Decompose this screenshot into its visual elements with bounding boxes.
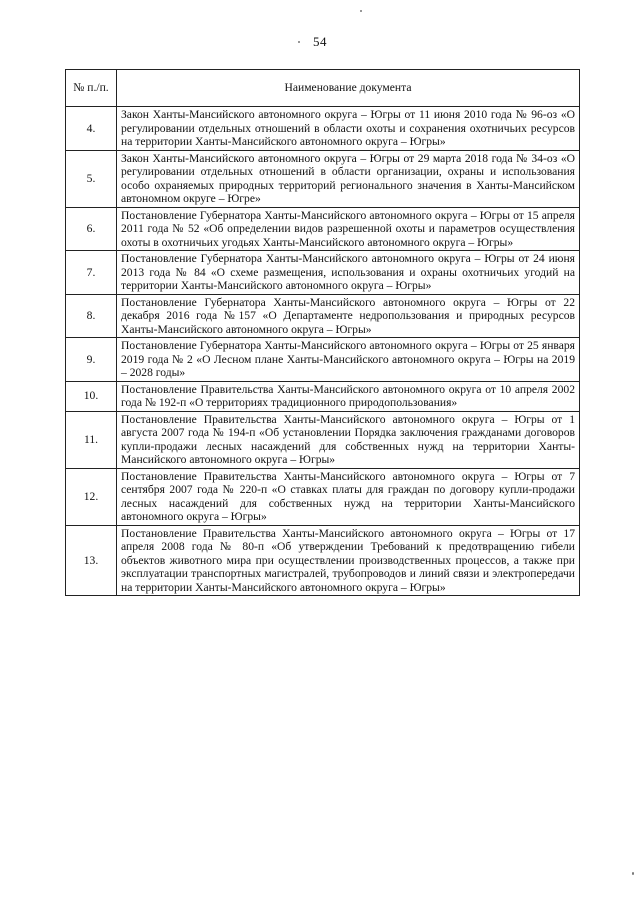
row-number: 4. [66,107,117,151]
row-number: 7. [66,251,117,295]
table-row [66,381,580,411]
table-row [66,294,580,338]
scan-speck [360,10,362,12]
row-number: 9. [66,338,117,382]
document-name: Постановление Губернатора Ханты-Мансийского автономного округа – Югры от 15 апреля 2011 года № 52 «Об определении видов разрешенной охоты и параметров осуществления охоты в охотничьих угодьях Ханты-Мансийского автономного округа – Югры» [117,207,580,251]
page-number: 54 [313,34,327,49]
row-number: 5. [66,150,117,207]
table-row [66,411,580,468]
table-row [66,150,580,207]
column-header-number: № п./п. [66,70,117,107]
row-number: 8. [66,294,117,338]
row-number: 10. [66,381,117,411]
document-name: Постановление Губернатора Ханты-Мансийского автономного округа – Югры от 25 января 2019 года № 2 «О Лесном плане Ханты-Мансийского автономного округа – Югры на 2019 – 2028 годы» [117,338,580,382]
table-row [66,525,580,596]
row-number: 12. [66,468,117,525]
document-name: Постановление Губернатора Ханты-Мансийского автономного округа – Югры от 22 декабря 2016 года №157 «О Департаменте недропользования и природных ресурсов Ханты-Мансийского автономного округа – Югры» [117,294,580,338]
table-header-row [66,70,580,107]
scan-speck [632,872,634,875]
row-number: 13. [66,525,117,596]
scan-speck [298,41,300,43]
table-row [66,251,580,295]
document-name: Постановление Правительства Ханты-Мансийского автономного округа – Югры от 1 августа 2007 года № 194-п «Об установлении Порядка заключения гражданами договоров купли-продажи лесных насаждений для собственных нужд на территории Ханты-Мансийского автономного округа – Югры» [117,411,580,468]
document-name: Закон Ханты-Мансийского автономного округа – Югры от 29 марта 2018 года № 34-оз «О регулировании отдельных отношений в области организации, охраны и использования особо охраняемых природных территорий регионального значения в Ханты-Мансийском автономном округе – Югре» [117,150,580,207]
column-header-name: Наименование документа [117,70,580,107]
document-name: Постановление Правительства Ханты-Мансийского автономного округа от 10 апреля 2002 года № 192-п «О территориях традиционного природопользования» [117,381,580,411]
table-row [66,207,580,251]
row-number: 11. [66,411,117,468]
row-number: 6. [66,207,117,251]
table-row [66,338,580,382]
document-name: Постановление Правительства Ханты-Мансийского автономного округа – Югры от 17 апреля 2008 года № 80-п «Об утверждении Требований к предотвращению гибели объектов животного мира при осуществлении производственных процессов, а также при эксплуатации транспортных магистралей, трубопроводов и линий связи и электропередачи на территории Ханты-Мансийского автономного округа – Югры» [117,525,580,596]
table-row [66,468,580,525]
document-name: Закон Ханты-Мансийского автономного округа – Югры от 11 июня 2010 года № 96-оз «О регулировании отдельных отношений в области охоты и сохранения охотничьих ресурсов на территории Ханты-Мансийского автономного округа – Югры» [117,107,580,151]
document-name: Постановление Губернатора Ханты-Мансийского автономного округа – Югры от 24 июня 2013 года № 84 «О схеме размещения, использования и охраны охотничьих угодий на территории Ханты-Мансийского автономного округа – Югры» [117,251,580,295]
document-name: Постановление Правительства Ханты-Мансийского автономного округа – Югры от 7 сентября 2007 года № 220-п «О ставках платы для граждан по договору купли-продажи лесных насаждений для собственных нужд на территории Ханты-Мансийского автономного округа – Югры» [117,468,580,525]
documents-table [65,69,580,596]
table-row [66,107,580,151]
